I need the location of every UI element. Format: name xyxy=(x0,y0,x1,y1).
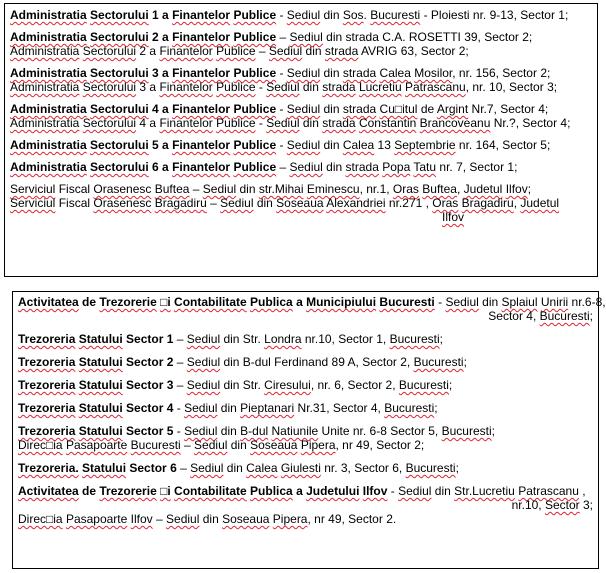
office-name: Trezoreria Statului Sector 1 xyxy=(18,332,174,346)
entry-line: Administratia Sectorului 2 a Finantelor Publice – Sediul din strada AVRIG 63, Sector 2; xyxy=(10,44,469,58)
entry-line: Administratia Sectorului 1 a Finantelor Publice - Sediul din Sos. Bucuresti - Ploiesti nr. 9-13, Sector 1; xyxy=(10,8,569,22)
entry-line: Trezoreria Statului Sector 1 – Sediul din Str. Londra nr.10, Sector 1, Bucuresti; xyxy=(18,332,443,346)
entry-line: Trezoreria Statului Sector 5 - Sediul din B-dul Natiunile Unite nr. 6-8 Sector 5, Bucuresti; xyxy=(18,424,495,438)
finance-administrations-box xyxy=(4,3,598,277)
entry-treasury-bucuresti xyxy=(18,295,606,323)
entry-treasury-sector-1 xyxy=(18,332,593,346)
entry-treasury-ilfov xyxy=(18,484,593,526)
entry-admin-sector-2 xyxy=(10,30,592,58)
office-name: Trezoreria Statului Sector 5 xyxy=(18,424,174,438)
office-name: Trezoreria Statului Sector 3 xyxy=(18,378,174,392)
entry-line: Administratia Sectorului 6 a Finantelor Publice – Sediul din strada Popa Tatu nr. 7, Sector 1; xyxy=(10,160,518,174)
office-name: Administratia Sectorului 6 a Finantelor Publice xyxy=(10,160,277,174)
entry-line: Administratia Sectorului 3 a Finantelor Publice - Sediul din strada Calea Mosilor, nr. 156, Sector 2; xyxy=(10,66,551,80)
entry-admin-sector-5 xyxy=(10,138,592,152)
entry-line: nr.10, Sector 3; xyxy=(511,498,593,512)
entry-admin-sector-4 xyxy=(10,102,592,130)
entry-line: Activitatea de Trezorerie □i Contabilitate Publica a Judetului Ilfov - Sediul din Str.Lucretiu Patrascanu , xyxy=(18,484,586,498)
entry-line: Direc□ia Pasapoarte Bucuresti – Sediul din Soseaua Pipera, nr 49, Sector 2; xyxy=(18,438,425,452)
treasury-offices-box xyxy=(12,291,606,569)
entry-line: Administratia Sectorului 2 a Finantelor Publice – Sediul din strada C.A. ROSETTI 39, Sector 2; xyxy=(10,30,533,44)
office-name: Administratia Sectorului 1 a Finantelor Publice xyxy=(10,8,277,22)
office-name: Administratia Sectorului 4 a Finantelor Publice xyxy=(10,102,277,116)
office-name: Administratia Sectorului 5 a Finantelor Publice xyxy=(10,138,277,152)
office-name: Activitatea de Trezorerie □i Contabilitate Publica a Municipiului Bucuresti xyxy=(18,295,435,309)
office-name: Administratia Sectorului 2 a Finantelor Publice xyxy=(10,30,277,44)
entry-fiscal-services xyxy=(10,182,592,224)
office-name: Trezoreria Statului Sector 4 xyxy=(18,401,174,415)
entry-line: Trezoreria Statului Sector 4 - Sediul din Pieptanari Nr.31, Sector 4, Bucuresti; xyxy=(18,401,438,415)
entry-line: Trezoreria. Statului Sector 6 – Sediul din Calea Giulesti nr. 3, Sector 6, Bucuresti; xyxy=(18,461,459,475)
entry-line: Administratia Sectorului 4 a Finantelor Publice - Sediul din strada Cu□itul de Argint Nr.7, Sector 4; xyxy=(10,102,549,116)
entry-line: Trezoreria Statului Sector 2 – Sediul din B-dul Ferdinand 89 A, Sector 2, Bucuresti; xyxy=(18,355,467,369)
entry-line: Direc□ia Pasapoarte Ilfov – Sediul din Soseaua Pipera, nr 49, Sector 2. xyxy=(18,512,397,526)
entry-treasury-sector-2 xyxy=(18,355,593,369)
office-name: Administratia Sectorului 3 a Finantelor Publice xyxy=(10,66,277,80)
entry-treasury-sector-6 xyxy=(18,461,593,475)
entry-admin-sector-3 xyxy=(10,66,592,94)
entry-line: Administratia Sectorului 5 a Finantelor Publice - Sediul din Calea 13 Septembrie nr. 164, Sector 5; xyxy=(10,138,551,152)
entry-treasury-sector-5 xyxy=(18,424,593,452)
office-name: Trezoreria. Statului Sector 6 xyxy=(18,461,177,475)
entry-line: Sector 4, Bucuresti; xyxy=(488,309,593,323)
entry-line: Activitatea de Trezorerie □i Contabilitate Publica a Municipiului Bucuresti - Sediul din Splaiul Unirii nr.6-8, xyxy=(18,295,606,309)
office-name: Trezoreria Statului Sector 2 xyxy=(18,355,174,369)
entry-treasury-sector-3 xyxy=(18,378,593,392)
entry-admin-sector-1 xyxy=(10,8,592,22)
entry-line: Trezoreria Statului Sector 3 – Sediul din Str. Ciresului, nr. 6, Sector 2, Bucuresti; xyxy=(18,378,453,392)
entry-line: Administratia Sectorului 3 a Finantelor Publice - Sediul din strada Lucretiu Patrascanu, nr. 10, Sector 3; xyxy=(10,80,558,94)
entry-line: Administratia Sectorului 4 a Finantelor Publice - Sediul din strada Constantin Brancoveanu Nr.?, Sector 4; xyxy=(10,116,571,130)
entry-line: Ilfov xyxy=(442,210,465,224)
entry-line: Serviciul Fiscal Orasenesc Bragadiru – Sediul din Soseaua Alexandriei nr.271 , Oras Bragadiru, Judetul xyxy=(10,196,560,210)
office-name: Activitatea de Trezorerie □i Contabilitate Publica a Judetului Ilfov xyxy=(18,484,388,498)
entry-treasury-sector-4 xyxy=(18,401,593,415)
entry-line: Serviciul Fiscal Orasenesc Buftea – Sediul din str.Mihai Eminescu, nr.1, Oras Buftea, Judetul Ilfov; xyxy=(10,182,532,196)
entry-admin-sector-6 xyxy=(10,160,592,174)
